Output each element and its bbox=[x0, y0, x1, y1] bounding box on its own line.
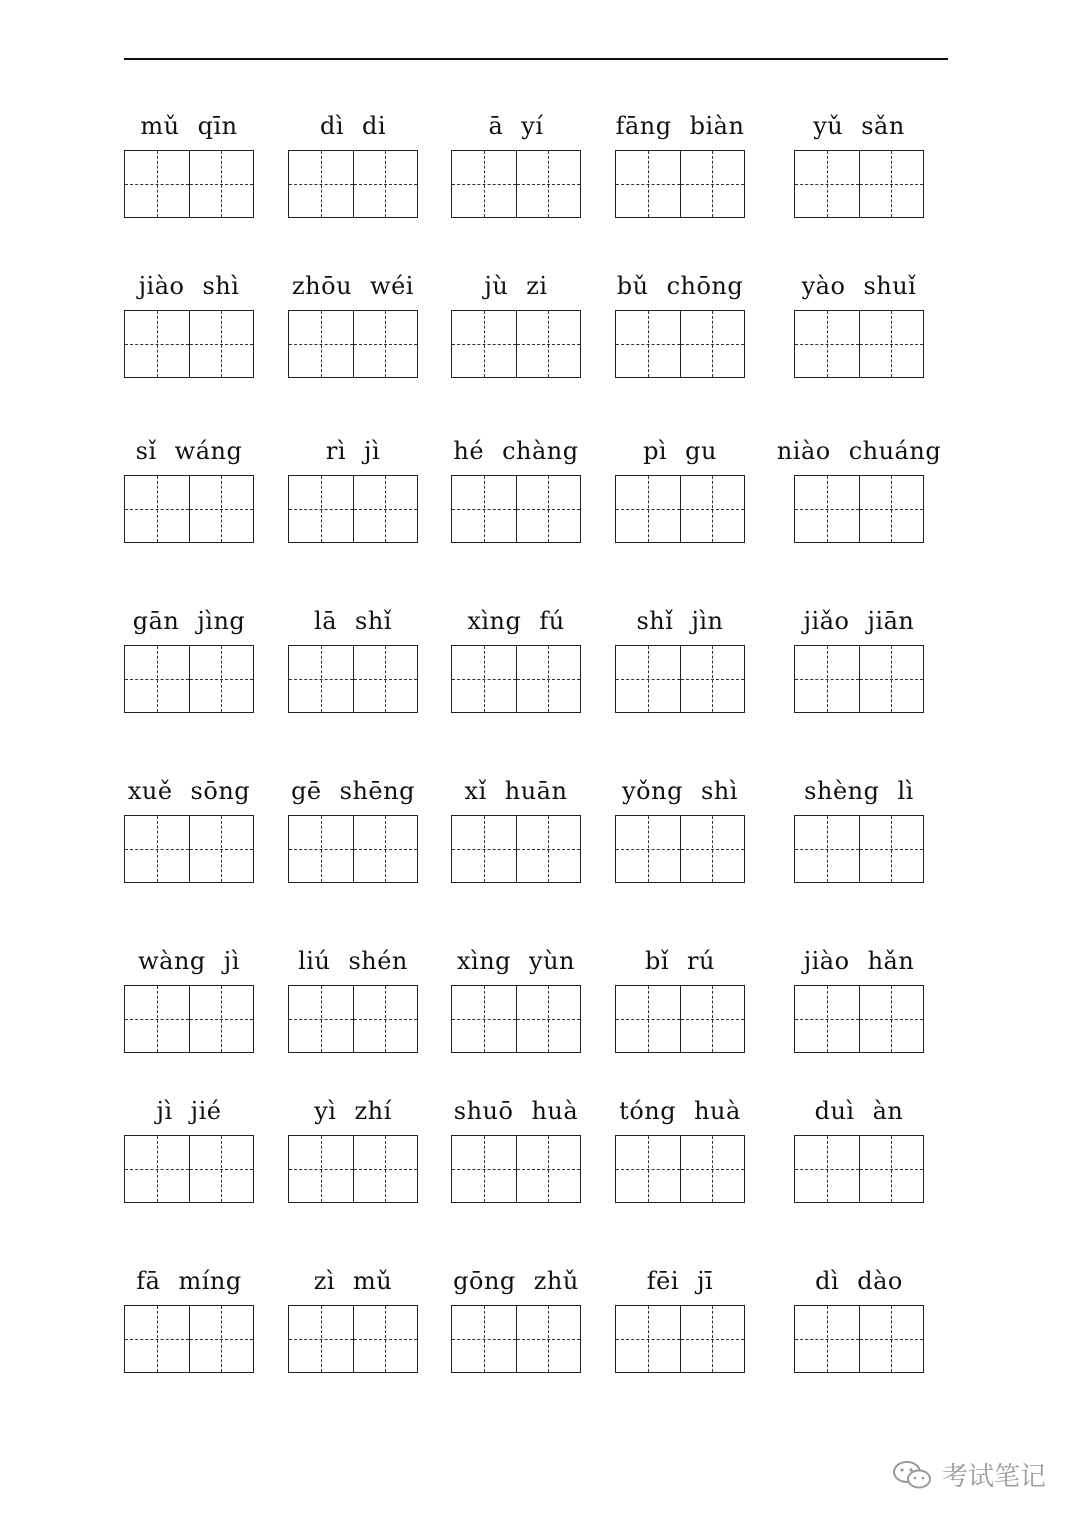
pinyin-syllable: hé bbox=[453, 437, 485, 465]
writing-grid[interactable] bbox=[451, 310, 581, 378]
pinyin-syllable: zhí bbox=[354, 1097, 392, 1125]
pinyin-syllable: jié bbox=[190, 1097, 222, 1125]
writing-grid[interactable] bbox=[794, 1305, 924, 1373]
character-cell[interactable] bbox=[452, 1136, 516, 1202]
character-cell[interactable] bbox=[680, 476, 745, 542]
character-cell[interactable] bbox=[125, 476, 189, 542]
pinyin bbox=[774, 773, 944, 805]
character-cell[interactable] bbox=[616, 1306, 680, 1372]
character-cell[interactable] bbox=[795, 1136, 859, 1202]
pinyin-syllable: yào bbox=[801, 272, 846, 300]
character-cell[interactable] bbox=[859, 476, 924, 542]
character-cell[interactable] bbox=[616, 311, 680, 377]
pinyin-syllable: wéi bbox=[370, 272, 414, 300]
pinyin-syllable: wàng bbox=[138, 947, 206, 975]
character-cell[interactable] bbox=[353, 151, 418, 217]
pinyin-syllable: dì bbox=[319, 112, 344, 140]
pinyin bbox=[595, 943, 765, 975]
pinyin-syllable: rì bbox=[325, 437, 347, 465]
pinyin-syllable: qīn bbox=[197, 112, 238, 140]
character-cell[interactable] bbox=[516, 311, 581, 377]
pinyin-syllable: gu bbox=[685, 437, 717, 465]
writing-grid[interactable] bbox=[451, 985, 581, 1053]
character-cell[interactable] bbox=[859, 986, 924, 1052]
pinyin bbox=[774, 268, 944, 300]
character-cell[interactable] bbox=[680, 151, 745, 217]
character-cell[interactable] bbox=[859, 311, 924, 377]
character-cell[interactable] bbox=[125, 311, 189, 377]
character-cell[interactable] bbox=[616, 1136, 680, 1202]
pinyin-syllable: shēng bbox=[339, 777, 415, 805]
pinyin-syllable: rú bbox=[687, 947, 715, 975]
pinyin-syllable: shì bbox=[202, 272, 240, 300]
pinyin-syllable: chōng bbox=[666, 272, 744, 300]
character-cell[interactable] bbox=[616, 816, 680, 882]
writing-grid[interactable] bbox=[615, 310, 745, 378]
pinyin bbox=[595, 773, 765, 805]
writing-grid[interactable] bbox=[794, 475, 924, 543]
writing-grid[interactable] bbox=[615, 475, 745, 543]
character-cell[interactable] bbox=[353, 1306, 418, 1372]
writing-grid[interactable] bbox=[124, 1135, 254, 1203]
pinyin-syllable: hǎn bbox=[867, 947, 915, 975]
pinyin bbox=[104, 943, 274, 975]
pinyin-syllable: zi bbox=[526, 272, 548, 300]
pinyin bbox=[595, 1093, 765, 1125]
character-cell[interactable] bbox=[289, 816, 353, 882]
character-cell[interactable] bbox=[189, 646, 254, 712]
character-cell[interactable] bbox=[616, 646, 680, 712]
pinyin-syllable: liú bbox=[298, 947, 331, 975]
pinyin-syllable: bǔ bbox=[616, 272, 649, 300]
pinyin-syllable: mǔ bbox=[140, 112, 180, 140]
writing-grid[interactable] bbox=[124, 475, 254, 543]
pinyin bbox=[104, 603, 274, 635]
pinyin-syllable: jìng bbox=[197, 607, 246, 635]
pinyin bbox=[104, 1093, 274, 1125]
pinyin bbox=[431, 433, 601, 465]
pinyin-syllable: zhǔ bbox=[533, 1267, 579, 1295]
pinyin-syllable: míng bbox=[178, 1267, 242, 1295]
character-cell[interactable] bbox=[516, 1136, 581, 1202]
writing-grid[interactable] bbox=[451, 475, 581, 543]
character-cell[interactable] bbox=[516, 1306, 581, 1372]
pinyin bbox=[774, 603, 944, 635]
pinyin-syllable: mǔ bbox=[353, 1267, 393, 1295]
character-cell[interactable] bbox=[516, 476, 581, 542]
writing-grid[interactable] bbox=[288, 1135, 418, 1203]
pinyin-syllable: sǐ bbox=[135, 437, 157, 465]
pinyin-syllable: xuě bbox=[127, 777, 173, 805]
pinyin-syllable: chàng bbox=[502, 437, 579, 465]
pinyin bbox=[774, 433, 944, 465]
pinyin-syllable: xìng bbox=[467, 607, 522, 635]
writing-grid[interactable] bbox=[615, 1135, 745, 1203]
character-cell[interactable] bbox=[125, 646, 189, 712]
writing-grid[interactable] bbox=[794, 1135, 924, 1203]
writing-grid[interactable] bbox=[124, 310, 254, 378]
pinyin-syllable: fā bbox=[136, 1267, 161, 1295]
pinyin-syllable: jiǎo bbox=[803, 607, 850, 635]
character-cell[interactable] bbox=[353, 311, 418, 377]
character-cell[interactable] bbox=[859, 1306, 924, 1372]
character-cell[interactable] bbox=[452, 816, 516, 882]
character-cell[interactable] bbox=[125, 1136, 189, 1202]
writing-grid[interactable] bbox=[451, 1135, 581, 1203]
character-cell[interactable] bbox=[680, 1306, 745, 1372]
pinyin-syllable: jù bbox=[484, 272, 509, 300]
writing-grid[interactable] bbox=[615, 1305, 745, 1373]
character-cell[interactable] bbox=[795, 816, 859, 882]
pinyin-syllable: yǒng bbox=[622, 777, 683, 805]
pinyin-syllable: jì bbox=[156, 1097, 173, 1125]
character-cell[interactable] bbox=[516, 646, 581, 712]
pinyin-syllable: jìn bbox=[691, 607, 724, 635]
writing-grid[interactable] bbox=[288, 150, 418, 218]
pinyin-syllable: yí bbox=[521, 112, 544, 140]
character-cell[interactable] bbox=[125, 816, 189, 882]
character-cell[interactable] bbox=[859, 151, 924, 217]
watermark-text: 考试笔记 bbox=[941, 1462, 1046, 1492]
pinyin-syllable: shén bbox=[348, 947, 408, 975]
pinyin-syllable: wáng bbox=[174, 437, 243, 465]
pinyin bbox=[268, 433, 438, 465]
character-cell[interactable] bbox=[859, 816, 924, 882]
writing-grid[interactable] bbox=[124, 985, 254, 1053]
pinyin-syllable: lì bbox=[897, 777, 914, 805]
pinyin bbox=[595, 603, 765, 635]
character-cell[interactable] bbox=[452, 311, 516, 377]
pinyin-syllable: jiào bbox=[803, 947, 850, 975]
pinyin-syllable: huà bbox=[531, 1097, 579, 1125]
pinyin-syllable: jiān bbox=[867, 607, 915, 635]
pinyin-syllable: dào bbox=[857, 1267, 903, 1295]
writing-grid[interactable] bbox=[288, 645, 418, 713]
pinyin-syllable: yì bbox=[314, 1097, 337, 1125]
pinyin bbox=[104, 773, 274, 805]
pinyin bbox=[268, 268, 438, 300]
writing-grid[interactable] bbox=[451, 150, 581, 218]
pinyin bbox=[774, 943, 944, 975]
pinyin-syllable: huà bbox=[694, 1097, 741, 1125]
pinyin-syllable: dì bbox=[815, 1267, 840, 1295]
pinyin bbox=[431, 603, 601, 635]
pinyin-syllable: jì bbox=[223, 947, 240, 975]
character-cell[interactable] bbox=[189, 1306, 254, 1372]
character-cell[interactable] bbox=[795, 1306, 859, 1372]
pinyin-syllable: bǐ bbox=[645, 947, 670, 975]
pinyin bbox=[431, 1093, 601, 1125]
pinyin-syllable: sǎn bbox=[861, 112, 905, 140]
character-cell[interactable] bbox=[680, 1136, 745, 1202]
pinyin-syllable: àn bbox=[872, 1097, 904, 1125]
pinyin-syllable: sōng bbox=[190, 777, 251, 805]
pinyin-syllable: shì bbox=[700, 777, 738, 805]
pinyin-syllable: shuǐ bbox=[863, 272, 917, 300]
pinyin-syllable: pì bbox=[643, 437, 668, 465]
writing-grid[interactable] bbox=[288, 985, 418, 1053]
character-cell[interactable] bbox=[125, 151, 189, 217]
character-cell[interactable] bbox=[795, 151, 859, 217]
pinyin-syllable: shuō bbox=[453, 1097, 514, 1125]
pinyin-syllable: fāng bbox=[615, 112, 672, 140]
character-cell[interactable] bbox=[616, 476, 680, 542]
writing-grid[interactable] bbox=[794, 310, 924, 378]
character-cell[interactable] bbox=[680, 816, 745, 882]
character-cell[interactable] bbox=[353, 816, 418, 882]
pinyin-syllable: xìng bbox=[456, 947, 512, 975]
character-cell[interactable] bbox=[289, 151, 353, 217]
pinyin-syllable: fēi bbox=[646, 1267, 680, 1295]
writing-grid[interactable] bbox=[288, 815, 418, 883]
pinyin-syllable: tóng bbox=[619, 1097, 677, 1125]
character-cell[interactable] bbox=[680, 986, 745, 1052]
character-cell[interactable] bbox=[452, 1306, 516, 1372]
character-cell[interactable] bbox=[452, 986, 516, 1052]
writing-grid[interactable] bbox=[794, 645, 924, 713]
writing-grid[interactable] bbox=[794, 815, 924, 883]
character-cell[interactable] bbox=[516, 151, 581, 217]
pinyin bbox=[268, 1263, 438, 1295]
pinyin bbox=[268, 603, 438, 635]
pinyin-syllable: yǔ bbox=[813, 112, 844, 140]
character-cell[interactable] bbox=[795, 311, 859, 377]
pinyin-syllable: gān bbox=[132, 607, 180, 635]
character-cell[interactable] bbox=[125, 1306, 189, 1372]
pinyin bbox=[268, 943, 438, 975]
pinyin bbox=[104, 1263, 274, 1295]
character-cell[interactable] bbox=[516, 986, 581, 1052]
writing-grid[interactable] bbox=[124, 645, 254, 713]
character-cell[interactable] bbox=[680, 646, 745, 712]
pinyin-syllable: fú bbox=[539, 607, 565, 635]
character-cell[interactable] bbox=[289, 646, 353, 712]
pinyin-syllable: shǐ bbox=[355, 607, 392, 635]
pinyin bbox=[595, 1263, 765, 1295]
character-cell[interactable] bbox=[452, 646, 516, 712]
writing-grid[interactable] bbox=[615, 150, 745, 218]
pinyin bbox=[104, 268, 274, 300]
writing-grid[interactable] bbox=[794, 985, 924, 1053]
character-cell[interactable] bbox=[795, 646, 859, 712]
pinyin bbox=[104, 108, 274, 140]
character-cell[interactable] bbox=[189, 311, 254, 377]
character-cell[interactable] bbox=[795, 986, 859, 1052]
character-cell[interactable] bbox=[189, 816, 254, 882]
pinyin-syllable: lā bbox=[314, 607, 338, 635]
writing-grid[interactable] bbox=[451, 645, 581, 713]
pinyin-syllable: jiào bbox=[138, 272, 185, 300]
pinyin-syllable: huān bbox=[504, 777, 568, 805]
writing-grid[interactable] bbox=[288, 1305, 418, 1373]
watermark bbox=[892, 1456, 1046, 1493]
pinyin bbox=[595, 433, 765, 465]
pinyin-syllable: biàn bbox=[689, 112, 745, 140]
pinyin bbox=[595, 108, 765, 140]
writing-grid[interactable] bbox=[615, 815, 745, 883]
character-cell[interactable] bbox=[616, 151, 680, 217]
pinyin-syllable: zì bbox=[313, 1267, 336, 1295]
pinyin bbox=[268, 108, 438, 140]
character-cell[interactable] bbox=[795, 476, 859, 542]
writing-grid[interactable] bbox=[615, 985, 745, 1053]
character-cell[interactable] bbox=[289, 986, 353, 1052]
character-cell[interactable] bbox=[289, 311, 353, 377]
character-cell[interactable] bbox=[353, 646, 418, 712]
pinyin bbox=[774, 108, 944, 140]
writing-grid[interactable] bbox=[794, 150, 924, 218]
pinyin bbox=[431, 268, 601, 300]
character-cell[interactable] bbox=[289, 1136, 353, 1202]
character-cell[interactable] bbox=[859, 646, 924, 712]
pinyin bbox=[268, 773, 438, 805]
pinyin-syllable: niào bbox=[776, 437, 831, 465]
pinyin-syllable: yùn bbox=[529, 947, 575, 975]
character-cell[interactable] bbox=[189, 1136, 254, 1202]
character-cell[interactable] bbox=[289, 1306, 353, 1372]
writing-grid[interactable] bbox=[451, 1305, 581, 1373]
writing-grid[interactable] bbox=[124, 1305, 254, 1373]
character-cell[interactable] bbox=[859, 1136, 924, 1202]
character-cell[interactable] bbox=[680, 311, 745, 377]
character-cell[interactable] bbox=[289, 476, 353, 542]
character-cell[interactable] bbox=[125, 986, 189, 1052]
writing-grid[interactable] bbox=[124, 150, 254, 218]
pinyin bbox=[431, 773, 601, 805]
pinyin bbox=[431, 1263, 601, 1295]
pinyin-syllable: xǐ bbox=[464, 777, 487, 805]
pinyin-syllable: jī bbox=[697, 1267, 714, 1295]
character-cell[interactable] bbox=[189, 986, 254, 1052]
pinyin-syllable: di bbox=[362, 112, 387, 140]
pinyin-syllable: duì bbox=[814, 1097, 855, 1125]
pinyin bbox=[595, 268, 765, 300]
pinyin-syllable: gē bbox=[291, 777, 322, 805]
pinyin bbox=[431, 943, 601, 975]
pinyin bbox=[774, 1263, 944, 1295]
writing-grid[interactable] bbox=[288, 310, 418, 378]
pinyin bbox=[104, 433, 274, 465]
character-cell[interactable] bbox=[189, 151, 254, 217]
pinyin-syllable: shèng bbox=[804, 777, 880, 805]
character-cell[interactable] bbox=[353, 1136, 418, 1202]
writing-grid[interactable] bbox=[288, 475, 418, 543]
character-cell[interactable] bbox=[616, 986, 680, 1052]
pinyin-syllable: jì bbox=[364, 437, 381, 465]
character-cell[interactable] bbox=[189, 476, 254, 542]
pinyin bbox=[774, 1093, 944, 1125]
character-cell[interactable] bbox=[353, 476, 418, 542]
pinyin-syllable: ā bbox=[488, 112, 504, 140]
character-cell[interactable] bbox=[452, 151, 516, 217]
pinyin-syllable: gōng bbox=[453, 1267, 516, 1295]
wechat-icon bbox=[892, 1460, 932, 1490]
writing-grid[interactable] bbox=[451, 815, 581, 883]
pinyin-syllable: chuáng bbox=[848, 437, 942, 465]
character-cell[interactable] bbox=[516, 816, 581, 882]
character-cell[interactable] bbox=[353, 986, 418, 1052]
writing-grid[interactable] bbox=[124, 815, 254, 883]
pinyin-syllable: zhōu bbox=[292, 272, 353, 300]
pinyin bbox=[431, 108, 601, 140]
writing-grid[interactable] bbox=[615, 645, 745, 713]
pinyin bbox=[268, 1093, 438, 1125]
pinyin-syllable: shǐ bbox=[636, 607, 674, 635]
character-cell[interactable] bbox=[452, 476, 516, 542]
